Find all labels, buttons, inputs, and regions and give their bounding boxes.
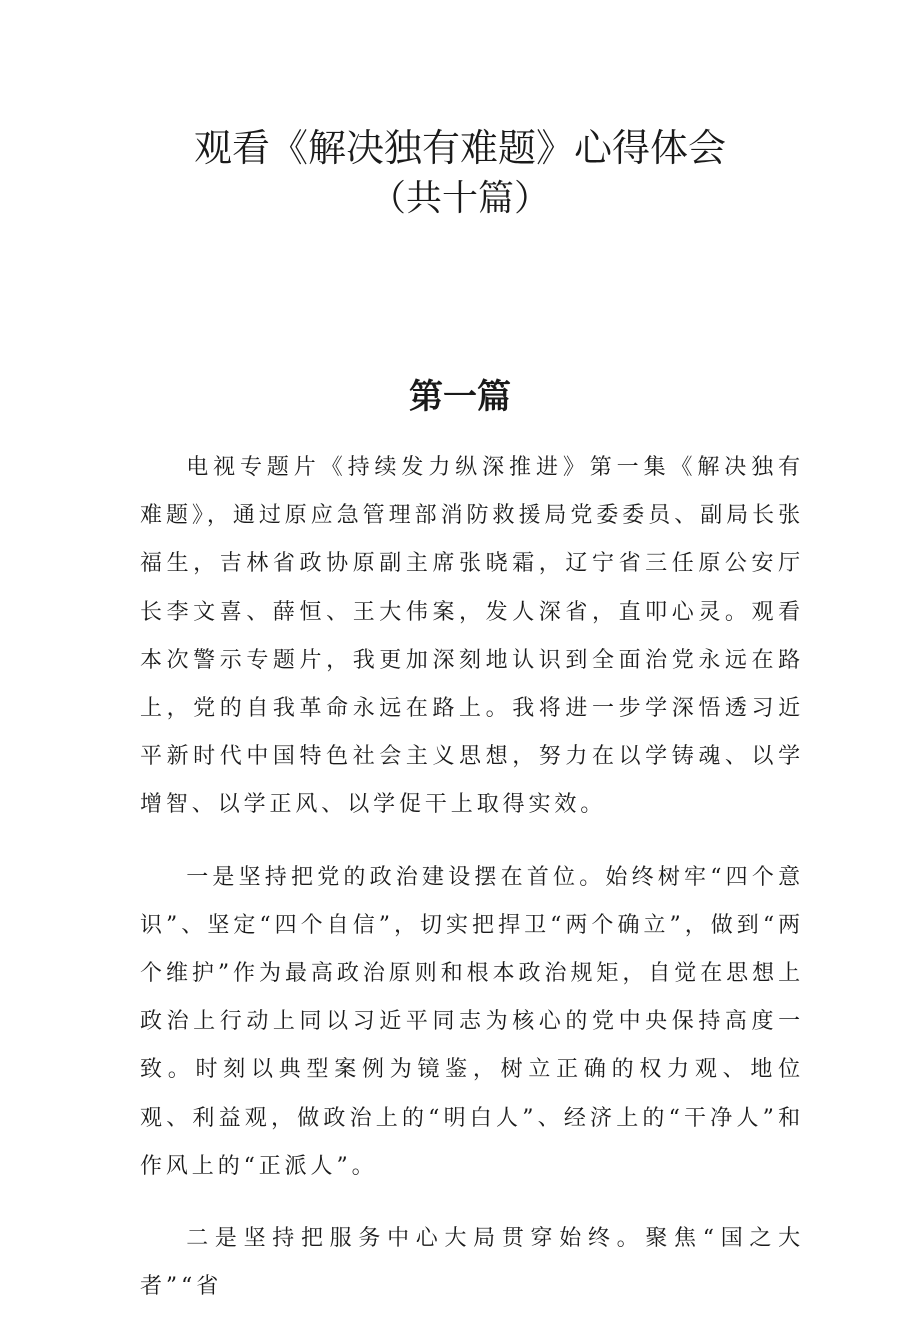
paragraph-point-one: 一是坚持把党的政治建设摆在首位。始终树牢“四个意识”、坚定“四个自信”，切实把捍卫“两个确立”，做到“两个维护”作为最高政治原则和根本政治规矩，自觉在思想上政治上行动上同以习近平同志为核心的党中央保持高度一致。时刻以典型案例为镜鉴，树立正确的权力观、地位观、利益观，做政治上的“明白人”、经济上的“干净人”和作风上的“正派人”。: [140, 864, 804, 1179]
paragraph-intro: 电视专题片《持续发力纵深推进》第一集《解决独有难题》，通过原应急管理部消防救援局党委委员、副局长张福生，吉林省政协原副主席张晓霜，辽宁省三任原公安厅长李文喜、薛恒、王大伟案，发人深省，直叩心灵。观看本次警示专题片，我更加深刻地认识到全面治党永远在路上，党的自我革命永远在路上。我将进一步学深悟透习近平新时代中国特色社会主义思想，努力在以学铸魂、以学增智、以学正风、以学促干上取得实效。: [140, 455, 804, 818]
document-title: 观看《解决独有难题》心得体会: [193, 126, 726, 170]
chapter-heading: 第一篇: [409, 377, 511, 417]
document-subtitle: （共十篇）: [369, 178, 550, 219]
paragraph-point-two: 二是坚持把服务中心大局贯穿始终。聚焦“国之大者”“省: [140, 1226, 804, 1300]
document-body: [140, 444, 804, 1335]
